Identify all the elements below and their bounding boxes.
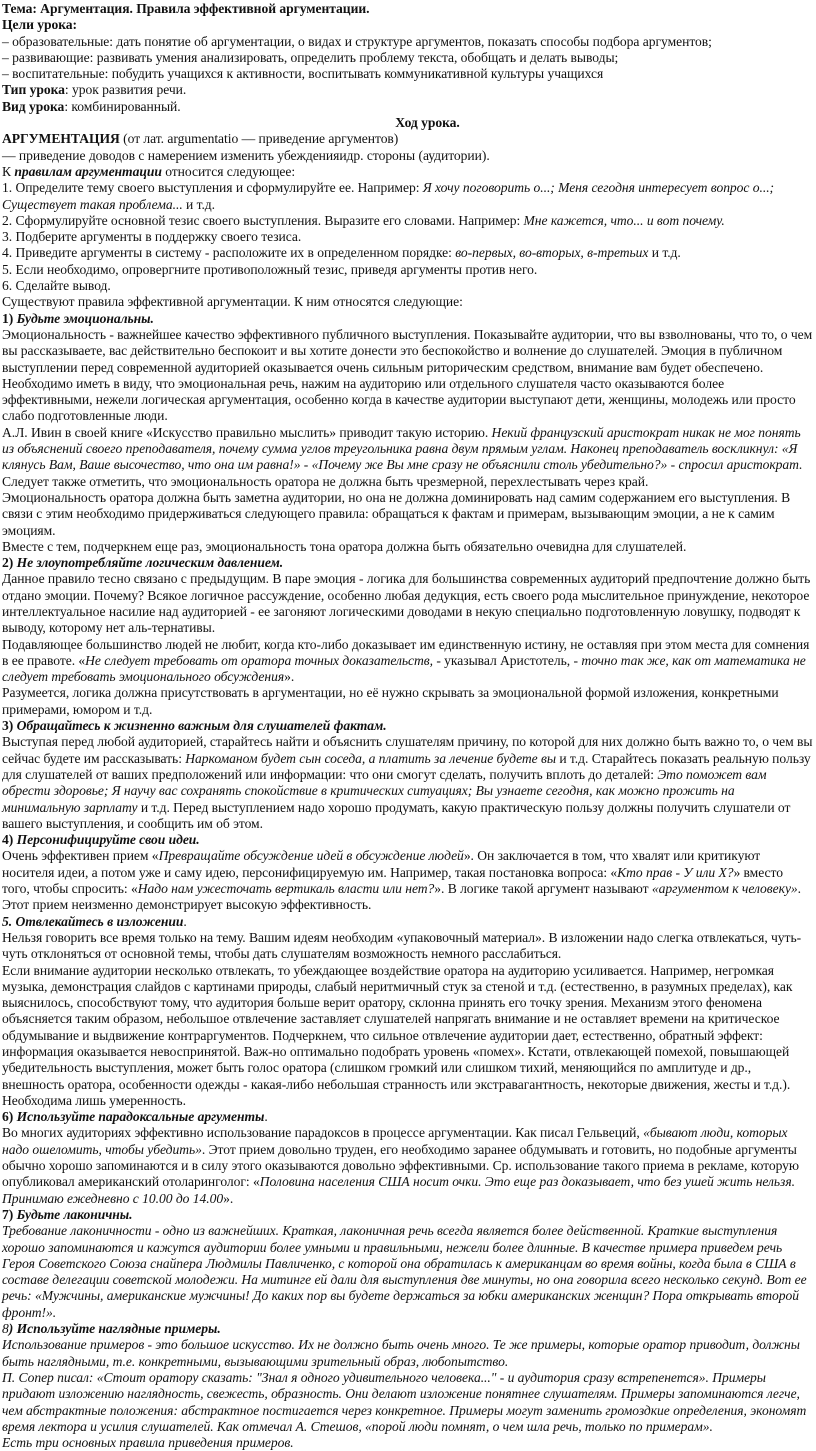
text-run: и т.д. xyxy=(648,245,681,261)
text-run: Эмоциональность - важнейшее качество эффективного публичного выступления. Показывайте аудитории, что вы взволнованы, что то, о чем вы рассказываете, вас действительно беспокоит и вы хотите донести это беспокойство и волнение до слушателей. Эмоция в публичном выступлении перед современной аудиторией оказывается очень сильным риторическим средством, внимание вам будет обеспечено. xyxy=(2,326,813,375)
italic-text: Не следует требовать от оратора точных доказательств, - xyxy=(85,652,445,668)
text-run: – воспитательные: побудить учащихся к активности, воспитывать коммуникативной культуры учащихся xyxy=(2,66,604,82)
text-run: Во многих аудиториях эффективно использование парадоксов в процессе аргументации. Как писал Гельвеций, xyxy=(2,1125,644,1141)
text-run: . xyxy=(183,913,187,929)
text-run: указывал Аристотель, - xyxy=(444,652,582,668)
text-run: К xyxy=(2,163,15,179)
emphasized-text: Вид урока xyxy=(2,98,65,114)
text-run: Подавляющее большинство людей не любит, когда кто-либо доказывает им единственную истину, не оставляя при этом места для сомнения в ее правоте. « xyxy=(2,636,810,668)
italic-text: Это поможет вам обрести здоровье; Я научу вас сохранять спокойствие в критических ситуациях; Вы узнаете сегодня, как можно прожить на минимальную зарплату xyxy=(2,766,767,815)
italic-text: Наркоманом будет сын соседа, а платить за лечение будете вы xyxy=(185,750,556,766)
paragraph xyxy=(2,637,813,686)
emphasized-text: Не злоупотребляйте логическим давлением. xyxy=(16,555,284,571)
text-run: (от лат. argumentatio — приведение аргументов) xyxy=(119,131,399,147)
paragraph xyxy=(2,1370,813,1435)
text-run: . Этот прием довольно труден, его необходимо заранее обдумывать и готовить, но подобные аргументы обычно хорошо запоминаются и в силу этого оказываются довольно эффективными. Ср. использование такого приема в рекламе, которую опубликовал американский отоларинголог: « xyxy=(2,1141,800,1190)
text-run: ». xyxy=(284,669,295,685)
text-run: Эмоциональность оратора должна быть заметна аудитории, но она не должна доминировать над самим содержанием его выступления. В связи с этим необходимо придерживаться следующего правила: обращаться к фактам и примерам, вызывающим эмоции, а не к самим эмоциям. xyxy=(2,489,791,538)
paragraph xyxy=(2,1109,813,1125)
text-run: – образовательные: дать понятие об аргументации, о видах и структуре аргументов, показать способы подбора аргументов; xyxy=(2,33,712,49)
emphasized-text: Будьте эмоциональны. xyxy=(16,310,154,326)
italic-text: во-первых, во-вторых, в-третьих xyxy=(455,245,649,261)
italic-text: Я хочу поговорить о...; Меня сегодня интересует вопрос о...; Существует такая проблема... xyxy=(2,180,775,212)
emphasized-text: Цели урока: xyxy=(2,17,78,33)
paragraph xyxy=(2,115,813,131)
paragraph xyxy=(2,327,813,376)
emphasized-text: АРГУМЕНТАЦИЯ xyxy=(2,131,120,147)
paragraph xyxy=(2,685,813,718)
paragraph xyxy=(2,1,813,17)
paragraph xyxy=(2,311,813,327)
text-run: 4. Приведите аргументы в систему - расположите их в определенном порядке: xyxy=(2,245,456,261)
italic-text: Мне кажется, что... и вот почему. xyxy=(523,212,725,228)
paragraph xyxy=(2,66,813,82)
italic-text: «бывают люди, которых надо ошеломить, чтобы убедить» xyxy=(2,1125,788,1157)
paragraph xyxy=(2,245,813,261)
paragraph xyxy=(2,1207,813,1223)
paragraph xyxy=(2,1337,813,1370)
paragraph xyxy=(2,474,813,490)
text-run: Вместе с тем, подчеркнем еще раз, эмоциональность тона оратора должна быть обязательно очевидна для слушателей. xyxy=(2,538,687,554)
text-run: ». xyxy=(223,1190,234,1206)
paragraph xyxy=(2,963,813,1110)
emphasized-text: 4) xyxy=(2,832,17,848)
italic-text: Есть три основных правила приведения примеров. xyxy=(2,1435,294,1451)
emphasized-text: Ход урока. xyxy=(395,115,460,131)
text-run: . xyxy=(264,1109,268,1125)
text-run: 2. Сформулируйте основной тезис своего выступления. Выразите его словами. Например: xyxy=(2,212,524,228)
text-run: Существуют правила эффективной аргументации. К ним относятся следующие: xyxy=(2,294,463,310)
text-run: 6. Сделайте вывод. xyxy=(2,278,111,294)
paragraph xyxy=(2,294,813,310)
text-run: Нельзя говорить все время только на тему. Вашим идеям необходим «упаковочный материал». В изложении надо слегка отвлекаться, чуть-чуть отклоняться от основной темы, чтобы дать слушателям возможность немного расслабиться. xyxy=(2,929,802,962)
text-run: относится следующее: xyxy=(161,163,296,179)
paragraph xyxy=(2,229,813,245)
paragraph xyxy=(2,376,813,425)
paragraph xyxy=(2,571,813,636)
emphasized-text: 5. Отвлекайтесь в изложении xyxy=(2,913,184,929)
emphasized-text: 1) xyxy=(2,310,17,326)
paragraph xyxy=(2,930,813,963)
emphasized-text: Используйте парадоксальные аргументы xyxy=(16,1109,265,1125)
paragraph xyxy=(2,1321,813,1337)
paragraph xyxy=(2,82,813,98)
paragraph xyxy=(2,1125,813,1206)
paragraph xyxy=(2,99,813,115)
italic-text: Требование лаконичности - одно из важнейших. Краткая, лаконичная речь всегда является более действенной. Краткие выступления хорошо запоминаются и кажутся аудитории более умными и правильными, нежели более длинные. В качестве примера приведем речь Героя Советского Союза снайпера Людмилы Павличенко, с которой она обратилась к американцам во время войны, когда была в США в составе делегации советской молодежи. На митинге ей дали для выступления две минуты, но она говорила всего несколько секунд. Вот ее речь: «Мужчины, американские мужчины! До каких пор вы будете держаться за юбки американских женщин? Пора открывать второй фронт!». xyxy=(2,1223,807,1320)
text-run: Следует также отметить, что эмоциональность оратора не должна быть чрезмерной, перехлестывать через край. xyxy=(2,473,649,489)
emphasized-text: 7) xyxy=(2,1206,17,1222)
italic-text: «аргументом к человеку» xyxy=(651,881,798,897)
text-run: – развивающие: развивать умения анализировать, определить проблему текста, обобщать и делать выводы; xyxy=(2,49,619,65)
text-run: А.Л. Ивин в своей книге «Искусство правильно мыслить» приводит такую историю. xyxy=(2,424,492,440)
paragraph xyxy=(2,262,813,278)
text-run: 5. Если необходимо, опровергните противоположный тезис, приведя аргументы против него. xyxy=(2,261,538,277)
text-run: 3. Подберите аргументы в поддержку своего тезиса. xyxy=(2,229,302,245)
italic-text: П. Сопер писал: «Стоит оратору сказать: "Знал я одного удивительного человека..." - и аудитория сразу встрепенется». Примеры придают изложению наглядность, свежесть, образность. Они делают изложение понятнее слушателям. Примеры запоминаются легче, чем абстрактные положения: абстрактное постигается через конкретное. Примеры могут заменить громоздкие определения, экономят время лектора и усилия слушателей. Как отмечал А. Стешов, «порой люди помнят, о чем шла речь, только по примерам». xyxy=(2,1369,807,1434)
paragraph xyxy=(2,180,813,213)
italic-text: 8 xyxy=(2,1321,9,1337)
text-run: » вместо того, чтобы спросить: « xyxy=(2,864,784,897)
text-run: — приведение доводов с намерением изменить убежденияидр. стороны (аудитории). xyxy=(2,147,490,163)
paragraph xyxy=(2,17,813,33)
emphasized-text: 2) xyxy=(2,555,17,571)
paragraph xyxy=(2,718,813,734)
italic-text: Половина населения США носит очки. Это еще раз доказывает, что без ушей жить нельзя. Принимаю ежедневно с 10.00 до 14.00 xyxy=(2,1174,795,1206)
paragraph xyxy=(2,148,813,164)
text-run: : урок развития речи. xyxy=(64,82,187,98)
paragraph xyxy=(2,1223,813,1321)
italic-text: Использование примеров - это большое искусство. Их не должно быть очень много. Те же примеры, которые оратор приводит, должны быть наглядными, т.е. конкретными, вызывающими зрительный образ, любопытство. xyxy=(2,1337,800,1369)
emphasized-text: Персонифицируйте свои идеи. xyxy=(16,832,200,848)
emphasized-text: Тема: Аргументация. Правила эффективной аргументации. xyxy=(2,1,370,16)
italic-text: Кто прав - У или Х? xyxy=(617,864,734,880)
paragraph xyxy=(2,425,813,474)
text-run: : комбинированный. xyxy=(64,98,181,114)
emphasized-text: 3) xyxy=(2,718,17,734)
paragraph xyxy=(2,539,813,555)
paragraph xyxy=(2,50,813,66)
paragraph xyxy=(2,278,813,294)
paragraph xyxy=(2,914,813,930)
italic-text: Некий французский аристократ никак не мог понять из объяснений своего преподавателя, почему сумма углов треугольника равна двум прямым углам. Наконец преподаватель воскликнул: «Я клянусь Вам, Ваше высочество, что она им равна!» - «Почему же Вы мне сразу не объяснили столь убедительно?» - спросил аристократ. xyxy=(2,424,803,473)
paragraph xyxy=(2,832,813,848)
paragraph xyxy=(2,34,813,50)
italic-text: Превращайте обсуждение идей в обсуждение людей xyxy=(158,848,464,864)
text-run: Данное правило тесно связано с предыдущим. В паре эмоция - логика для большинства современных аудиторий предпочтение должно быть отдано эмоции. Почему? Всякое логичное рассуждение, особенно любая дедукция, есть своего рода мыслительное принуждение, некоторое интеллектуальное насилие над аудиторией - ее загоняют логическими доводами в некую специально подготовленную ловушку, подводят к выводу, которому нет аль-тернативы. xyxy=(2,571,811,636)
paragraph xyxy=(2,490,813,539)
emphasized-text: Тип урока xyxy=(2,82,65,98)
text-run: Если внимание аудитории несколько отвлекать, то убеждающее воздействие оратора на аудиторию усиливается. Например, негромкая музыка, демонстрация слайдов с картинами природы, слабый неритмичный стук за стеной и т.д. (естественно, в разумных пределах), как выяснилось, способствуют тому, что аудитория больше верит оратору, склонна принять его точку зрения. Механизм этого феномена объясняется таким образом, небольшое отвлечение заставляет слушателей напрягать внимание и не оставляет времени на критическое обдумывание и выдвижение контраргументов. Подчеркнем, что сильное отвлечение аудитории дает, естественно, обратный эффект: информация оказывается невоспринятой. Важ-но оптимально подобрать уровень «помех». Кстати, отвлекающей помехой, повышающей убедительность выступления, может быть голос оратора (слишком громкий или слишком тихий, меняющийся по амплитуде и др., внешность оратора, особенности одежды - какая-либо небольшая странность или экстравагантность, некоторые движения, жесты и т.д.). Необходима лишь умеренность. xyxy=(2,962,793,1108)
text-run: Выступая перед любой аудиторией, старайтесь найти и объяснить слушателям причину, по которой для них должно быть важно то, о чем вы сейчас будете им рассказывать: xyxy=(2,734,813,766)
emphasized-text: ) Используйте наглядные примеры. xyxy=(8,1321,221,1337)
text-run: Очень эффективен прием « xyxy=(2,848,159,864)
text-run: ». Он заключается в том, что хвалят или критикуют носителя идеи, а потом уже и саму идею, персонифицируемую им. Например, такая постановка вопроса: « xyxy=(2,848,761,880)
emphasized-text: 6) xyxy=(2,1109,17,1125)
paragraph xyxy=(2,555,813,571)
text-run: и т.д. xyxy=(182,196,216,212)
paragraph xyxy=(2,734,813,832)
text-run: . Этот прием неизменно демонстрирует высокую эффективность. xyxy=(2,881,802,913)
text-run: ». В логике такой аргумент называют xyxy=(434,881,652,897)
text-run: Разумеется, логика должна присутствовать в аргументации, но её нужно скрывать за эмоциональной формой изложения, конкретными примерами, юмором и т.д. xyxy=(2,685,779,717)
emphasized-text: Обращайтесь к жизненно важным для слушателей фактам. xyxy=(16,718,387,734)
paragraph xyxy=(2,848,813,913)
paragraph xyxy=(2,164,813,180)
italic-text: точно так же, как от математика не следует требовать эмоционального обсуждения xyxy=(2,652,806,685)
text-run: Необходимо иметь в виду, что эмоциональная речь, нажим на аудиторию или отдельного слушателя часто оказываются более эффективными, нежели логическая аргументация, особенно когда в качестве аудитории выступают дети, женщины, молодежь или просто слабо подготовленные люди. xyxy=(2,375,796,424)
text-run: и т.д. Старайтесь показать реальную пользу для слушателей от ваших предположений или информации: что они смогут сделать, получить вплоть до деталей: xyxy=(2,750,811,782)
emphasized-text: Будьте лаконичны. xyxy=(16,1206,133,1222)
paragraph xyxy=(2,213,813,229)
italic-text: Надо нам ужесточать вертикаль власти или нет? xyxy=(137,881,435,897)
text-run: 1. Определите тему своего выступления и сформулируйте ее. Например: xyxy=(2,180,423,196)
paragraph xyxy=(2,131,813,147)
emphasized-text: правилам аргументации xyxy=(14,163,162,179)
paragraph xyxy=(2,1435,813,1451)
text-run: и т.д. Перед выступлением надо хорошо продумать, какую практическую пользу должны получить слушатели от вашего выступления, и сообщить им об этом. xyxy=(2,799,791,831)
